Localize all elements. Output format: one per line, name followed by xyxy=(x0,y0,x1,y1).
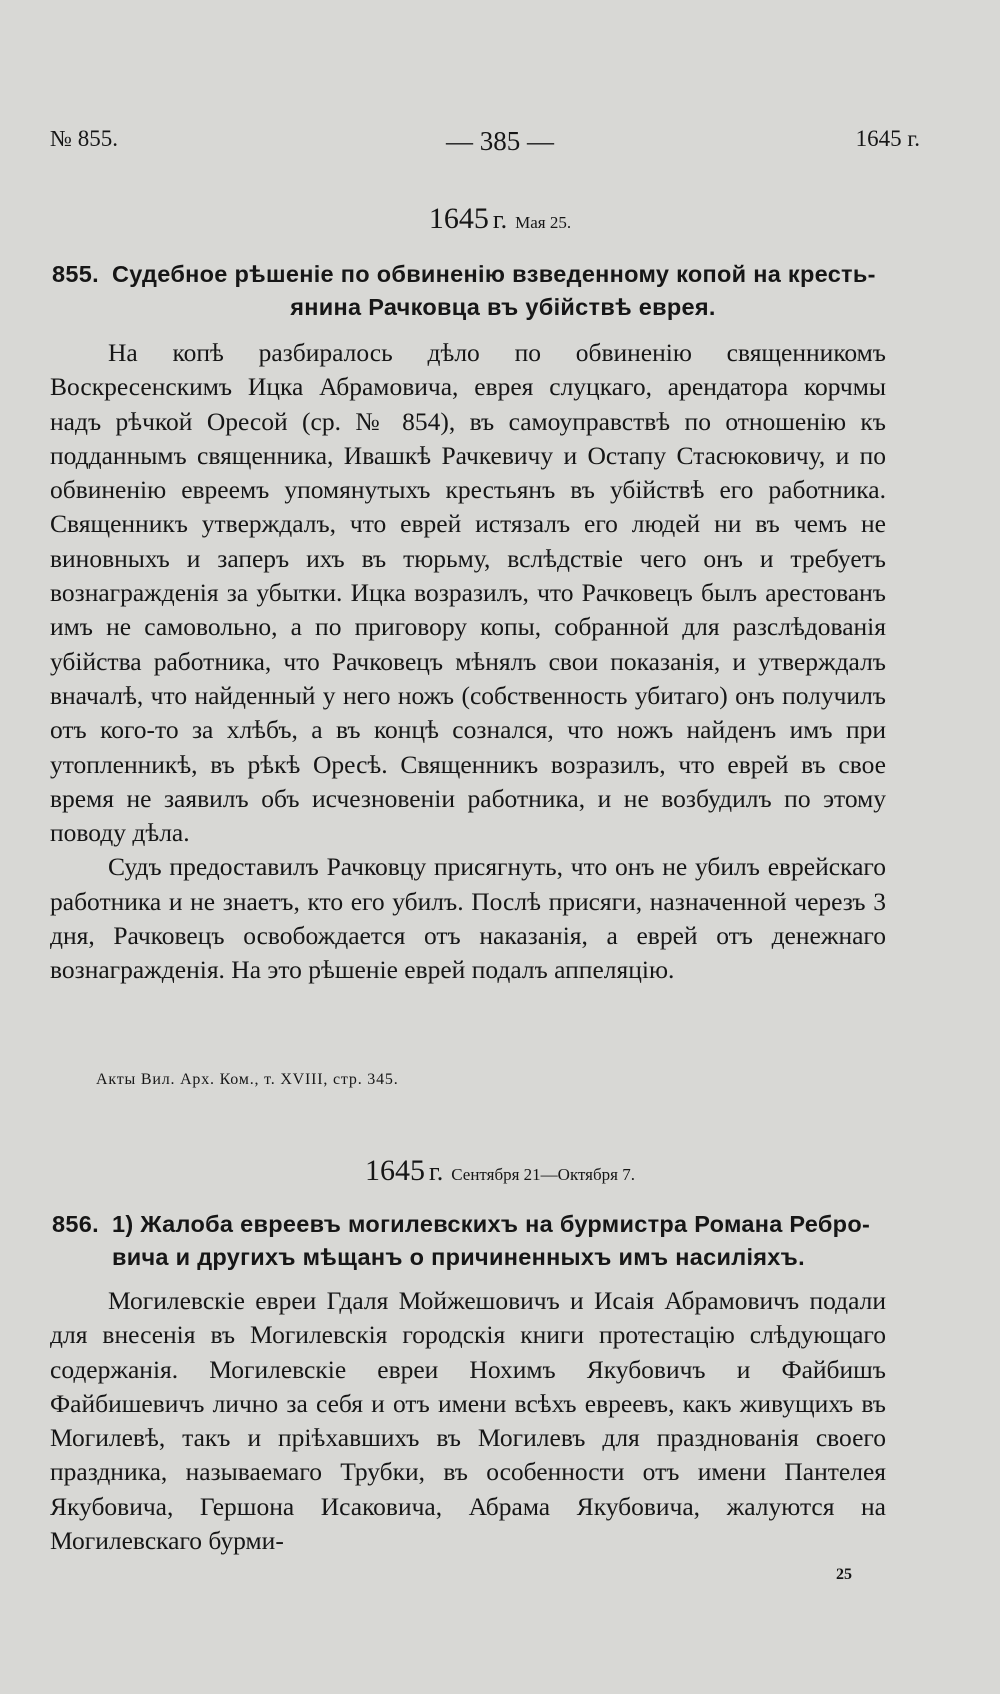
paragraph: Могилевскіе евреи Гдаля Мойжешовичъ и Исаія Абрамовичъ подали для внесенія въ Могилевскія городскія книги протестацію слѣдующаго содержанія. Могилевскіе евреи Нохимъ Якубовичъ и Файбишъ Файбишевичъ лично за себя и отъ имени всѣхъ евреевъ, какъ живущихъ въ Могилевѣ, такъ и пріѣхавшихъ въ Могилевъ для празднованія своего праздника, называемаго Трубки, въ особенности отъ имени Пантелея Якубовича, Гершона Исаковича, Абрама Якубовича, жалуются на Могилевскаго бурми- xyxy=(50,1286,886,1556)
entry-title-line1: Судебное рѣшеніе по обвиненію взведенному копой на кресть- xyxy=(112,261,876,287)
entry-body xyxy=(50,1284,886,1558)
entry-year-suffix: г. xyxy=(492,205,508,234)
signature-mark: 25 xyxy=(836,1566,852,1583)
entry-year: 1645 xyxy=(428,202,489,235)
entry-title xyxy=(52,258,894,324)
entry-body xyxy=(50,336,886,988)
running-head xyxy=(50,126,950,160)
entry-year: 1645 xyxy=(365,1154,425,1187)
header-year: 1645 г. xyxy=(855,126,920,151)
entry-title-line1: 1) Жалоба евреевъ могилевскихъ на бурмистра Романа Ребро- xyxy=(112,1211,871,1237)
entry-year-suffix: г. xyxy=(429,1157,444,1186)
entry-title xyxy=(52,1208,894,1274)
entry-date-line xyxy=(0,1154,1000,1188)
entry-title-line2: вича и другихъ мѣщанъ о причиненныхъ имъ насиліяхъ. xyxy=(112,1244,805,1270)
entry-number: 856. xyxy=(52,1211,99,1237)
document-number: № 855. xyxy=(50,126,118,151)
entry-date: Сентября 21—Октября 7. xyxy=(451,1165,635,1184)
page-number: — 385 — xyxy=(446,126,554,156)
entry-number: 855. xyxy=(52,261,99,287)
source-citation: Акты Вил. Арх. Ком., т. XVIII, стр. 345. xyxy=(96,1071,399,1088)
entry-title-line2: янина Рачковца въ убійствѣ еврея. xyxy=(290,294,716,320)
entry-date-line xyxy=(0,202,1000,236)
paragraph: Судъ предоставилъ Рачковцу присягнуть, что онъ не убилъ еврейскаго работника и не знаетъ, кто его убилъ. Послѣ присяги, назначенной черезъ 3 дня, Рачковецъ освобождается отъ наказанія, а еврей отъ денежнаго вознагражденія. На это рѣшеніе еврей подалъ аппеляцію. xyxy=(50,852,886,985)
paragraph: На копѣ разбиралось дѣло по обвиненію священникомъ Воскресенскимъ Ицка Абрамовича, еврея слуцкаго, арендатора корчмы надъ рѣчкой Оресой (ср. № 854), въ самоуправствѣ по отношенію къ подданнымъ священника, Ивашкѣ Рачкевичу и Остапу Стасюковичу, и по обвиненію евреемъ упомянутыхъ крестьянъ въ убійствѣ его работника. Священникъ утверждалъ, что еврей истязалъ его людей ни въ чемъ не виновныхъ и заперъ ихъ въ тюрьму, вслѣдствіе чего онъ и требуетъ вознагражденія за убытки. Ицка возразилъ, что Рачковецъ былъ арестованъ имъ не самовольно, а по приговору копы, собранной для разслѣдованія убійства работника, что Рачковецъ мѣнялъ свои показанія, и утверждалъ вначалѣ, что найденный у него ножъ (собственность убитаго) онъ получилъ отъ кого-то за хлѣбъ, а въ концѣ сознался, что ножъ найденъ имъ при утопленникѣ, въ рѣкѣ Оресѣ. Священникъ возразилъ, что еврей въ свое время не заявилъ объ исчезновеніи работника, и не возбудилъ по этому поводу дѣла. xyxy=(50,338,886,848)
entry-date: Мая 25. xyxy=(515,213,572,232)
